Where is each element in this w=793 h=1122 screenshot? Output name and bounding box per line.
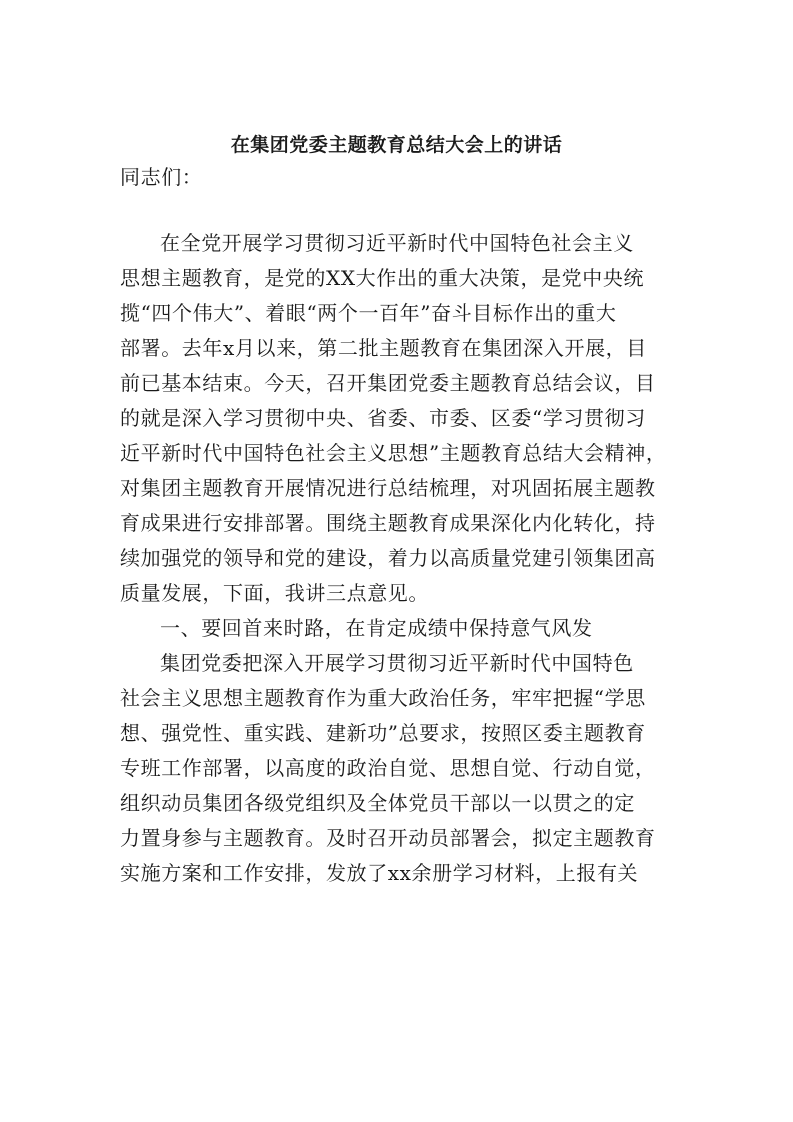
paragraph-line: 部署。去年x月以来，第二批主题教育在集团深入开展，目 xyxy=(120,336,647,360)
paragraph-line: 组织动员集团各级党组织及全体党员干部以一以贯之的定 xyxy=(120,791,635,815)
paragraph-line: 社会主义思想主题教育作为重大政治任务，牢牢把握“学思 xyxy=(120,686,646,710)
paragraph-line: 揽“四个伟大”、着眼“两个一百年”奋斗目标作出的重大 xyxy=(120,301,617,325)
document-title: 在集团党委主题教育总结大会上的讲话 xyxy=(230,134,563,156)
section-heading-block xyxy=(120,611,680,646)
paragraph-line: 续加强党的领导和党的建设，着力以高质量党建引领集团高 xyxy=(120,546,656,570)
paragraph-line: 近平新时代中国特色社会主义思想”主题教育总结大会精神， xyxy=(120,441,667,465)
salutation: 同志们： xyxy=(120,165,203,189)
paragraph-2 xyxy=(120,646,680,891)
paragraph-line: 集团党委把深入开展学习贯彻习近平新时代中国特色 xyxy=(160,651,634,675)
paragraph-line: 专班工作部署，以高度的政治自觉、思想自觉、行动自觉， xyxy=(120,756,656,780)
paragraph-line: 育成果进行安排部署。围绕主题教育成果深化内化转化，持 xyxy=(120,511,656,535)
paragraph-line: 实施方案和工作安排，发放了xx余册学习材料，上报有关 xyxy=(120,861,639,885)
salutation-block xyxy=(120,160,680,195)
section-heading: 一、要回首来时路，在肯定成绩中保持意气风发 xyxy=(160,616,593,640)
paragraph-line: 对集团主题教育开展情况进行总结梳理，对巩固拓展主题教 xyxy=(120,476,656,500)
paragraph-1 xyxy=(120,226,680,611)
paragraph-line: 前已基本结束。今天，召开集团党委主题教育总结会议，目 xyxy=(120,371,656,395)
paragraph-line: 质量发展，下面，我讲三点意见。 xyxy=(120,581,429,605)
paragraph-line: 的就是深入学习贯彻中央、省委、市委、区委“学习贯彻习 xyxy=(120,406,646,430)
paragraph-line: 力置身参与主题教育。及时召开动员部署会，拟定主题教育 xyxy=(120,826,656,850)
paragraph-line: 在全党开展学习贯彻习近平新时代中国特色社会主义 xyxy=(160,231,634,255)
paragraph-line: 想、强党性、重实践、建新功”总要求，按照区委主题教育 xyxy=(120,721,646,745)
paragraph-line: 思想主题教育，是党的XX大作出的重大决策，是党中央统 xyxy=(120,266,645,290)
